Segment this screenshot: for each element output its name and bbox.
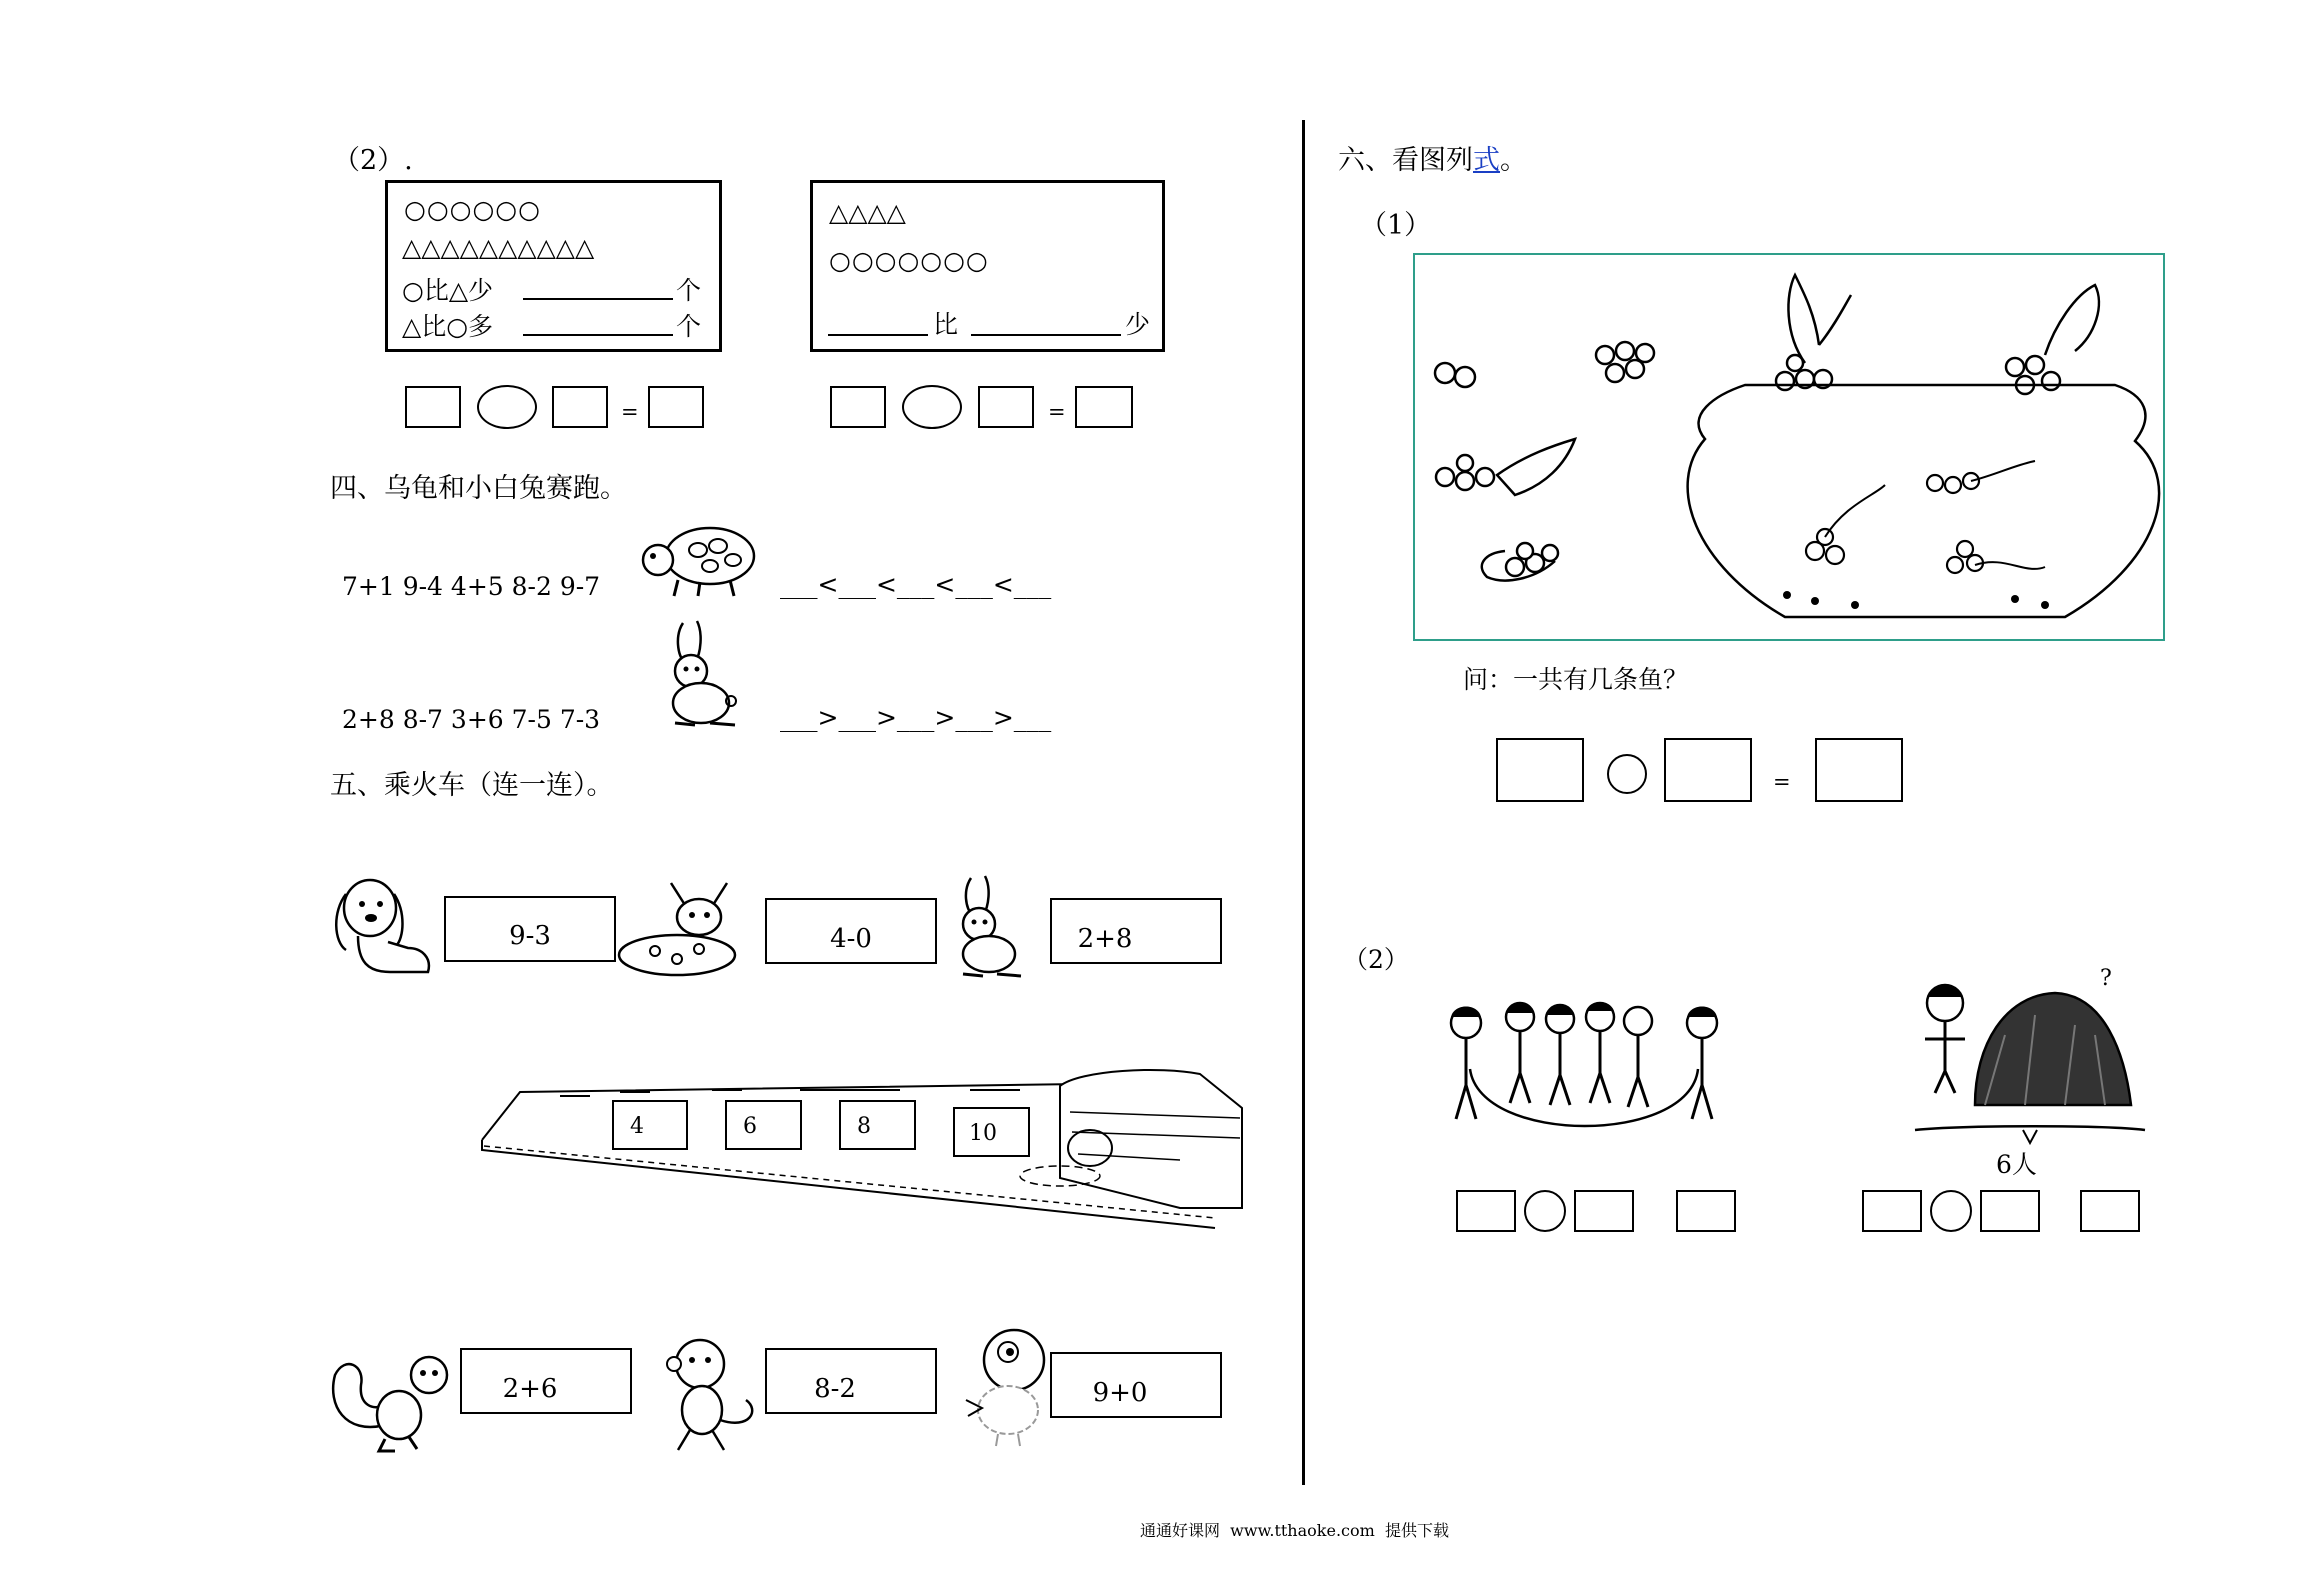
turtle-ordering-blanks[interactable]: ___<___<___<___<___ xyxy=(780,570,1052,599)
card1-row4-unit: 个 xyxy=(676,312,702,341)
train-window-3-text: 8 xyxy=(857,1114,871,1139)
fish-picture-frame xyxy=(1413,253,2165,641)
q1-equals: = xyxy=(1773,770,1791,794)
column-divider xyxy=(1302,120,1305,1485)
section6-title-text: 六、看图列 xyxy=(1338,145,1473,176)
q1-result[interactable] xyxy=(1815,738,1903,802)
eq2-box-a[interactable] xyxy=(830,386,886,428)
q1-label: （1） xyxy=(1360,210,1432,241)
fish-bowl-illustration xyxy=(1415,255,2163,639)
q2a-result[interactable] xyxy=(1676,1190,1736,1232)
part2-label: （2）. xyxy=(333,145,413,176)
turtle-icon xyxy=(638,520,763,600)
rabbit-ordering-blanks[interactable]: ___>___>___>___>___ xyxy=(780,703,1052,732)
q1-operator-circle[interactable] xyxy=(1607,754,1647,794)
train-bottom-box-3-text: 9+0 xyxy=(1092,1378,1148,1408)
card1-row3-text: ○比△少 xyxy=(402,276,494,305)
rabbit-expressions: 2+8 8-7 3+6 7-5 7-3 xyxy=(342,705,601,734)
card1-row3-unit: 个 xyxy=(676,276,702,305)
q2b-operator-circle[interactable] xyxy=(1930,1190,1972,1232)
eq2-box-b[interactable] xyxy=(978,386,1034,428)
train-top-box-3-text: 2+8 xyxy=(1077,924,1133,954)
eq1-box-b[interactable] xyxy=(552,386,608,428)
footer-text: 通通好课网 www.tthaoke.com 提供下载 xyxy=(1140,1521,1449,1540)
deer-icon xyxy=(615,875,770,980)
eq1-operator-circle[interactable] xyxy=(477,385,537,429)
section5-title: 五、乘火车（连一连）。 xyxy=(330,770,614,801)
card1-row4-text: △比○多 xyxy=(402,312,494,341)
q1-box-b[interactable] xyxy=(1664,738,1752,802)
children-rope-illustration xyxy=(1440,995,1730,1165)
squirrel-icon xyxy=(325,1335,465,1455)
eq2-result[interactable] xyxy=(1075,386,1133,428)
rabbit-icon xyxy=(945,870,1040,980)
card2-circles: ○○○○○○○ xyxy=(829,246,989,275)
section6-title-end: 。 xyxy=(1500,145,1527,176)
train-bottom-box-2-text: 8-2 xyxy=(814,1374,856,1404)
section6-title-link[interactable]: 式 xyxy=(1473,145,1500,176)
q2b-result[interactable] xyxy=(2080,1190,2140,1232)
card2-blank-1[interactable] xyxy=(828,334,928,336)
comparison-card-1 xyxy=(385,180,722,352)
card1-row3-blank[interactable] xyxy=(523,298,673,300)
q1-question: 问：一共有几条鱼？ xyxy=(1463,665,1689,694)
eq1-box-a[interactable] xyxy=(405,386,461,428)
train-window-4-text: 10 xyxy=(969,1121,997,1146)
eq1-equals: = xyxy=(621,400,639,424)
q2a-box-a[interactable] xyxy=(1456,1190,1516,1232)
rabbit-icon xyxy=(655,615,755,730)
card2-triangles: △△△△ xyxy=(829,198,906,227)
q2b-box-a[interactable] xyxy=(1862,1190,1922,1232)
q2-label: （2） xyxy=(1343,945,1409,974)
eq2-equals: = xyxy=(1048,400,1066,424)
eq1-result[interactable] xyxy=(648,386,704,428)
q1-box-a[interactable] xyxy=(1496,738,1584,802)
card2-less-word: 少 xyxy=(1125,310,1151,339)
q2-question-mark: ? xyxy=(2100,966,2112,991)
q2-total-label: 6人 xyxy=(1996,1150,2037,1179)
comparison-card-2 xyxy=(810,180,1165,352)
turtle-expressions: 7+1 9-4 4+5 8-2 9-7 xyxy=(342,572,601,601)
card1-row4-blank[interactable] xyxy=(523,334,673,336)
section4-title: 四、乌龟和小白兔赛跑。 xyxy=(330,473,627,504)
eq2-operator-circle[interactable] xyxy=(902,385,962,429)
train-top-box-2-text: 4-0 xyxy=(830,924,872,954)
card2-blank-2[interactable] xyxy=(971,334,1121,336)
q2a-box-b[interactable] xyxy=(1574,1190,1634,1232)
q2a-operator-circle[interactable] xyxy=(1524,1190,1566,1232)
card1-triangles: △△△△△△△△△△ xyxy=(402,233,595,262)
train-window-2-text: 6 xyxy=(743,1114,757,1139)
puppy-icon xyxy=(328,872,438,982)
card2-compare-word: 比 xyxy=(933,310,959,339)
train-bottom-box-1-text: 2+6 xyxy=(502,1374,558,1404)
train-window-1-text: 4 xyxy=(630,1114,644,1139)
monkey-icon xyxy=(650,1330,770,1455)
q2b-box-b[interactable] xyxy=(1980,1190,2040,1232)
card1-circles: ○○○○○○ xyxy=(404,195,541,224)
section6-title xyxy=(1338,138,1527,177)
train-top-box-1-text: 9-3 xyxy=(509,921,551,951)
